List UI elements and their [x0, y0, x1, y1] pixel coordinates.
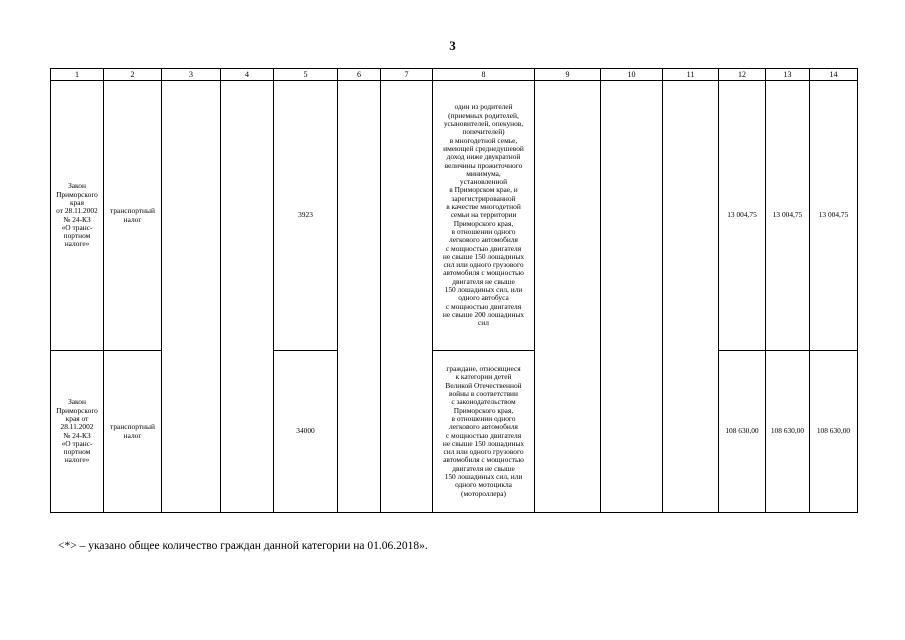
empty-cell: [162, 81, 221, 513]
header-cell: 14: [810, 69, 858, 81]
amount-cell: 108 630,00: [810, 351, 858, 513]
header-cell: 12: [719, 69, 766, 81]
empty-cell: [381, 81, 433, 513]
footnote: <*> – указано общее количество граждан данной категории на 01.06.2018».: [58, 540, 428, 552]
law-cell: Закон Приморского края от 28.11.2002 № 24-КЗ «О транс- портном налоге»: [51, 81, 104, 351]
page-number: 3: [449, 38, 456, 53]
amount-cell: 13 004,75: [766, 81, 810, 351]
tax-type-cell: транспортный налог: [104, 351, 162, 513]
header-cell: 7: [381, 69, 433, 81]
amount-cell: 13 004,75: [810, 81, 858, 351]
count-cell: 34000: [274, 351, 338, 513]
header-cell: 9: [535, 69, 601, 81]
law-cell: Закон Приморского края от 28.11.2002 № 24-КЗ «О транс- портном налоге»: [51, 351, 104, 513]
header-cell: 13: [766, 69, 810, 81]
empty-cell: [663, 81, 719, 513]
header-cell: 10: [601, 69, 663, 81]
header-cell: 11: [663, 69, 719, 81]
empty-cell: [338, 81, 381, 513]
header-cell: 1: [51, 69, 104, 81]
amount-cell: 108 630,00: [766, 351, 810, 513]
tax-type-cell: транспортный налог: [104, 81, 162, 351]
amount-cell: 108 630,00: [719, 351, 766, 513]
header-cell: 5: [274, 69, 338, 81]
header-cell: 2: [104, 69, 162, 81]
condition-cell: граждане, относящиеся к категории детей Великой Отечественной войны в соответствии с законодательством Приморского края, в отношении одного легкового автомобиля с мощностью двигателя не свыше 150 лошадиных сил или одного грузового автомобиля с мощностью двигателя не свыше 150 лошадиных сил, или одного мотоцикла (мотороллера): [433, 351, 535, 513]
empty-cell: [601, 81, 663, 513]
benefits-table: [50, 68, 858, 513]
empty-cell: [221, 81, 274, 513]
header-cell: 6: [338, 69, 381, 81]
header-cell: 4: [221, 69, 274, 81]
table-row: [51, 81, 858, 351]
condition-cell: один из родителей (приемных родителей, усыновителей, опекунов, попечителей) в многодетной семье, имеющей среднедушевой доход ниже двукратной величины прожиточного минимума, установленной в Приморском крае, и зарегистрированной в качестве многодетной семьи на территории Приморского края, в отношении одного легкового автомобиля с мощностью двигателя не свыше 150 лошадиных сил или одного грузового автомобиля с мощностью двигателя не свыше 150 лошадиных сил, или одного автобуса с мощностью двигателя не свыше 200 лошадиных сил: [433, 81, 535, 351]
amount-cell: 13 004,75: [719, 81, 766, 351]
empty-cell: [535, 81, 601, 513]
header-cell: 8: [433, 69, 535, 81]
count-cell: 3923: [274, 81, 338, 351]
header-cell: 3: [162, 69, 221, 81]
table-header-row: [51, 69, 858, 81]
